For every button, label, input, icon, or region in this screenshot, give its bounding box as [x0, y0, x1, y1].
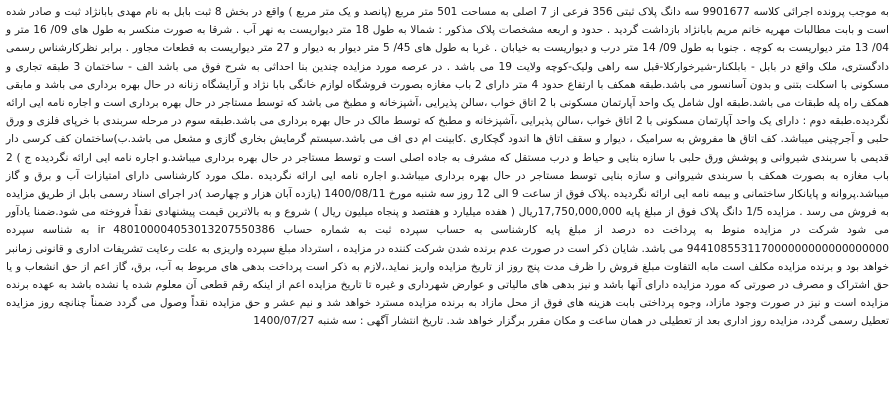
notice-body-text: به موجب پرونده اجرائی کلاسه 9901677 سه دانگ پلاک ثبتی 356 فرعی از 7 اصلی به مساحت 501 متر مربع (پانصد و یک متر مربع ) واقع در بخش 8 ثبت بابل به نام مهدی بابانژاد ثبت و صادر شده است و بابت مطالبات مهریه خانم مریم بابانژاد بازداشت گردید . حدود و اربعه مشخصات پلاک مذکور : شمالا به طول 18 متر دیواریست به نهر آب . شرقا به صورت منکسر به طول های 09/ 16 متر و 04/ 13 متر دیواریست به کوچه . جنوبا به طول 09/ 14 متر درب و دیواریست به خیابان . غربا به طول های 45/ 5 متر دیوار به دیوار و 27 متر دیواریست به قطعات مجاور . برابر نظرکارشناس رسمی دادگستری، ملک واقع در بابل - بابلکنار-شیرخوارکلا-قبل سه راهی ولیک-کوچه ولایت 19 می باشد . در عرصه مورد مزایده چندین بنا احداثی به شرح فوق می باشد الف - ساختمان 3 طبقه تجاری و مسکونی با اسکلت بتنی و بدون آسانسور می باشد.طبقه همکف با ارتفاع حدود 4 متر دارای 2 باب مغازه بصورت فروشگاه لوازم خانگی بابا نژاد و آرایشگاه زنانه در حال بهره برداری می باشد و مابقی همکف راه پله طبقات می باشد.طبقه اول شامل یک واحد آپارتمان مسکونی با 2 اتاق خواب ،سالن پذیرایی ،آشپزخانه و مطبخ می باشد که توسط مستاجر در حال بهره برداری است و اجاره نامه ایی ارائه نگردیده.طبقه دوم : دارای یک واحد آپارتمان مسکونی با 2 اتاق خواب ،سالن پذیرایی ،آشپزخانه و مطبخ که توسط مالک در حال بهره برداری می باشد.طبقه سوم در مرحله سربندی با خرپای فلزی و ورق حلبی و آجرچینی میباشد. کف اتاق ها مفروش به سرامیک ، دیوار و سقف اتاق ها اندود گچکاری .کابینت ام دی اف می باشد.سیستم گرمایش بخاری گازی و مشعل می باشد.ب)ساختمان کف کرسی دار قدیمی با سربندی شیروانی و پوشش ورق حلبی با سازه بنایی و حیاط و درب مستقل که مشرف به جاده اصلی است و توسط مستاجر در حال بهره برداری میباشد.و اجاره نامه ایی ارائه نگردیده ج ) 2 باب مغازه به بصورت همکف با سربندی شیروانی و سازه بنایی توسط مستاجر در حال بهره برداری میباشد.و اجاره نامه ایی ارائه نگردیده .ملک مورد کارشناسی دارای امتیازات آب و برق و گاز میباشد.پروانه و پایانکار ساختمانی و بیمه نامه ایی ارائه نگردیده .پلاک فوق از ساعت 9 الی 12 روز سه شنبه مورخ 1400/08/11 (یازده آبان هزار و چهارصد )در اجرای اسناد رسمی بابل از طریق مزایده به فروش می رسد . مزایده 1/5 دانگ پلاک فوق از مبلغ پایه 17,750,000,000ریال ( هفده میلیارد و هفتصد و پنجاه میلیون ریال ) شروع و به بالاترین قیمت پیشنهادی نقداً فروخته می شود.ضمنا یادآور می شود شرکت در مزایده منوط به پرداخت ده درصد از مبلغ پایه کارشناسی به حساب سپرده ثبت به شماره حساب 4801000040530132075503​86 ir به شناسه سپرده 944108553117000000000000000000 می باشد. شایان ذکر است در صورت عدم برنده شدن شرکت کننده در مزایده ، استرداد مبلغ سپرده واریزی به علت رعایت تشریفات اداری و قانونی زمانبر خواهد بود و برنده مزایده مکلف است مابه التفاوت مبلغ فروش را ظرف مدت پنج روز از تاریخ مزایده واریز نماید.،لازم به ذکر است پرداخت بدهی های مربوط به آب، برق، گاز اعم از حق انشعاب و یا حق اشتراک و مصرف در صورتی که مورد مزایده دارای آنها باشد و نیز بدهی های مالیاتی و عوارض شهرداری و غیره تا تاریخ مزایده اعم از اینکه رقم قطعی آن معلوم شده یا نشده باشد به عهده برنده مزایده است و نیز در صورت وجود مازاد، وجوه پرداختی بابت هزینه های فوق از محل مازاد به برنده مزایده مسترد خواهد شد و نیم عشر و حق مزایده نقداً وصول می گردد ضمناً چنانچه روز مزایده تعطیل رسمی گردد، مزایده روز اداری بعد از تعطیلی در همان ساعت و مکان مقرر برگزار خواهد شد. تاریخ انتشار آگهی : سه شنبه 1400/07/27 — [6, 6, 890, 328]
